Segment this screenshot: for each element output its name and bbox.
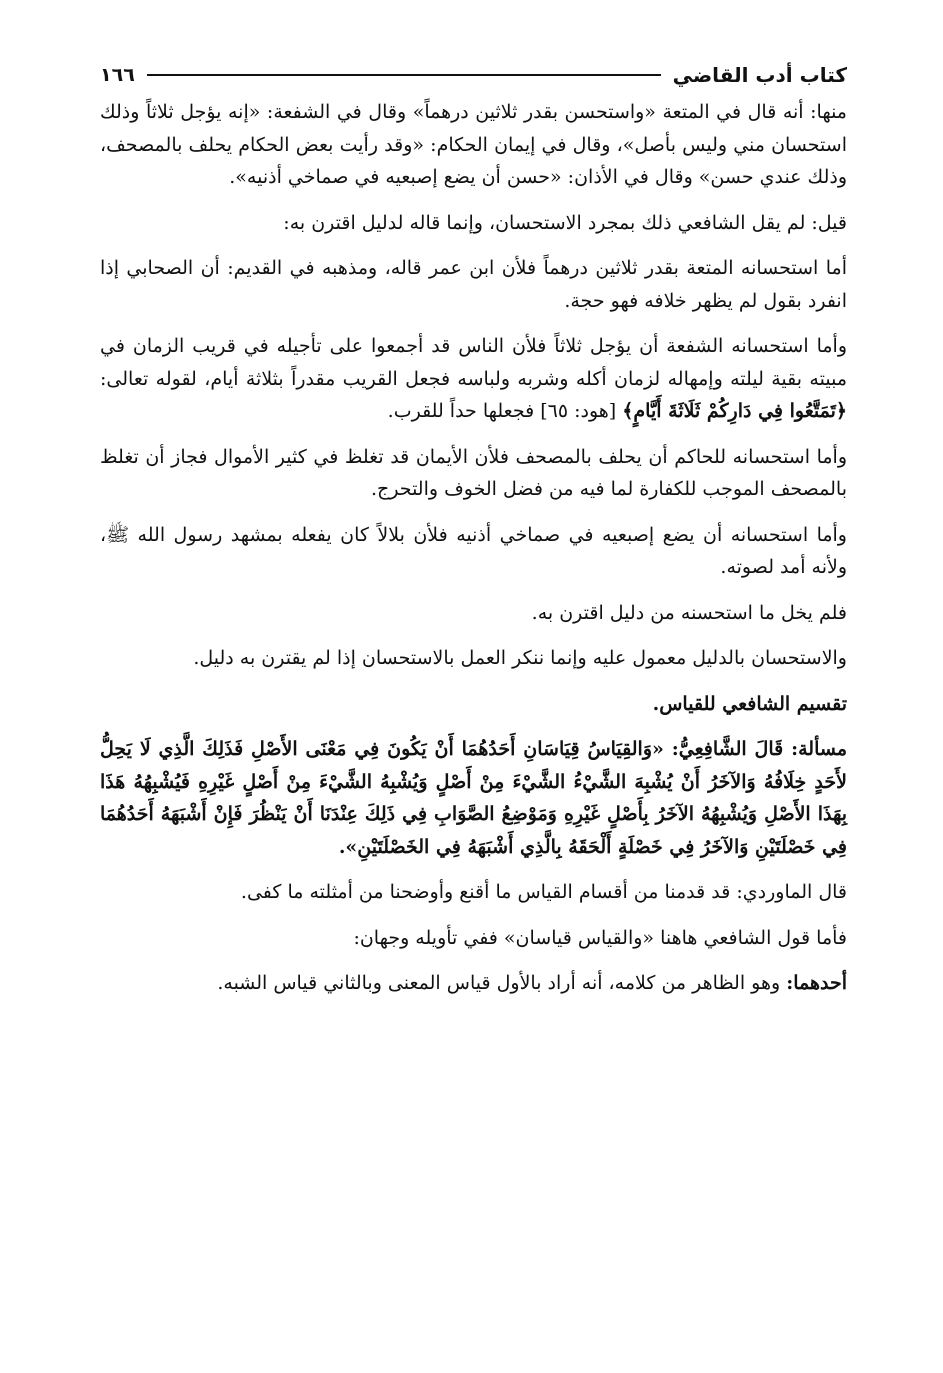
header-rule <box>147 74 661 76</box>
paragraph-mushaf: وأما استحسانه للحاكم أن يحلف بالمصحف فلأن الأيمان قد تغلظ في كثير الأموال فجاز أن تغلظ بالمصحف الموجب للكفارة لما فيه من فضل الخوف والتحرج. <box>100 445 847 500</box>
masala-label: مسألة: قَالَ الشَّافِعِيُّ: <box>671 738 847 760</box>
quran-verse: ﴿تَمَتَّعُوا فِي دَارِكُمْ ثَلَاثَةَ أَيَّامٍ﴾ <box>622 400 847 422</box>
page-header <box>100 58 847 92</box>
first-view-label: أحدهما: <box>786 972 847 994</box>
masala-paragraph <box>100 733 847 863</box>
page-body <box>100 96 847 1000</box>
book-title: كتاب أدب القاضي <box>672 63 847 87</box>
paragraph-istihsan: والاستحسان بالدليل معمول عليه وإنما ننكر العمل بالاستحسان إذا لم يقترن به دليل. <box>193 647 847 669</box>
paragraph-reply: قيل: لم يقل الشافعي ذلك بمجرد الاستحسان، وإنما قاله لدليل اقترن به: <box>283 211 847 234</box>
paragraph-mutah: أما استحسانه المتعة بقدر ثلاثين درهماً فلأن ابن عمر قاله، ومذهبه في القديم: أن الصحابي إذا انفرد بقول لم يظهر خلافه فهو حجة. <box>100 257 847 312</box>
paragraph-adhan: وأما استحسانه أن يضع إصبعيه في صماخي أذنيه فلأن بلالاً كان يفعله بمشهد رسول الله ﷺ، ولأنه أمد لصوته. <box>100 523 847 578</box>
paragraph-examples: منها: أنه قال في المتعة «واستحسن بقدر ثلاثين درهماً» وقال في الشفعة: «إنه يؤجل ثلاثاً وذلك استحسان مني وليس بأصل»، وقال في إيمان الحكام: «وقد رأيت بعض الحكام يحلف بالمصحف، وذلك عندي حسن» وقال في الأذان: «حسن أن يضع إصبعيه في صماخي أذنيه». <box>100 101 847 188</box>
paragraph-shufah <box>100 330 847 428</box>
first-view-text: وهو الظاهر من كلامه، أنه أراد بالأول قياس المعنى وبالثاني قياس الشبه. <box>217 972 787 994</box>
paragraph-text: [هود: ٦٥] فجعلها حداً للقرب. <box>387 400 623 422</box>
paragraph-first-view <box>100 967 847 1000</box>
paragraph-tawil: فأما قول الشافعي هاهنا «والقياس قياسان» ففي تأويله وجهان: <box>353 926 847 949</box>
paragraph-conclusion: فلم يخل ما استحسنه من دليل اقترن به. <box>531 601 847 624</box>
masala-quote: «وَالقِيَاسُ قِيَاسَانِ أَحَدُهُمَا أَنْ يَكُونَ فِي مَعْنَى الأَصْلِ فَذَلِكَ الَّذِي لَا يَحِلُّ لأَحَدٍ خِلَافُهُ وَالآخَرُ أَنْ يُشْبِهَ الشَّيْءُ الشَّيْءَ مِنْ أَصْلٍ وَيُشْبِهُ الشَّيْءَ مِنْ أَصْلٍ غَيْرِهِ فَيُشْبِهُهُ هَذَا بِهَذَا الأَصْلِ وَيُشْبِهُهُ الآخَرُ بِأَصْلٍ غَيْرِهِ وَمَوْضِعُ الصَّوَابِ فِي ذَلِكَ عِنْدَنَا أَنْ يَنْظُرَ فَإِنْ أَشْبَهَهُ أَحَدُهُمَا فِي خَصْلَتَيْنِ وَالآخَرُ فِي خَصْلَةٍ أَلْحَقَهُ بِالَّذِي أَشْبَهَهُ فِي الخَصْلَتَيْنِ». <box>100 738 847 858</box>
page-number: ١٦٦ <box>100 64 135 86</box>
paragraph-text: وأما استحسانه الشفعة أن يؤجل ثلاثاً فلأن الناس قد أجمعوا على تأجيله في قريب الزمان في مبيته بقية ليلته وإمهاله لزمان أكله وشربه ولباسه فجعل القريب مقدراً بثلاثة أيام، لقوله تعالى: <box>100 335 847 390</box>
section-heading: تقسيم الشافعي للقياس. <box>652 692 847 715</box>
paragraph-mawardi: قال الماوردي: قد قدمنا من أقسام القياس ما أقنع وأوضحنا من أمثلته ما كفى. <box>240 881 847 903</box>
